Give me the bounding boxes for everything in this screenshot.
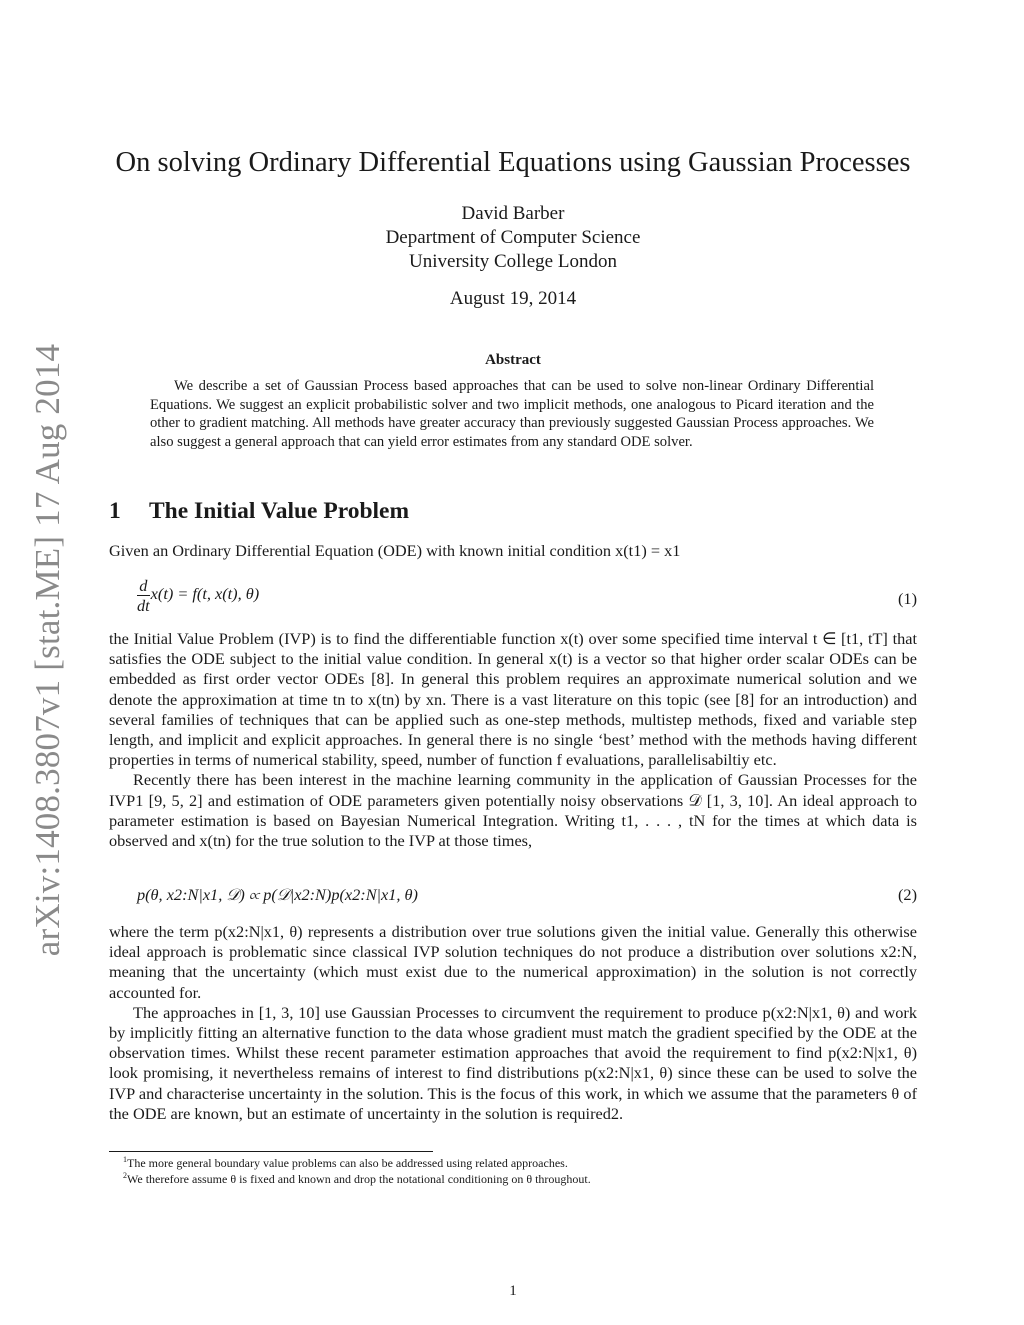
paper-title: On solving Ordinary Differential Equations using Gaussian Processes — [115, 147, 911, 178]
equation-1 — [109, 576, 917, 622]
author-block — [109, 202, 917, 274]
equation-2-number: (2) — [898, 885, 917, 904]
paragraph-1: the Initial Value Problem (IVP) is to find the differentiable function x(t) over some specified time interval t ∈ [t1, tT] that satisfies the ODE subject to the initial value condition. In general x(t) is a vector so that higher order scalar ODEs can be embedded as first order vector ODEs [8]. In general this problem requires an approximate numerical solution and we denote the approximation at time tn to x(tn) by xn. There is a vast literature on this topic (see [8] for an introduction) and several families of techniques that can be applied such as one-step methods, multistep methods, fixed and variable step length, and implicit and explicit approaches. In general there is no single ‘best’ method with the methods having different properties in terms of numerical stability, speed, number of function f evaluations, parallelisabiltiy etc. — [109, 629, 917, 770]
section-heading — [109, 498, 409, 525]
fraction-numerator: d — [137, 576, 150, 596]
body-block-1 — [109, 629, 917, 851]
paragraph-2: Recently there has been interest in the machine learning community in the application of Gaussian Processes for the IVP1 [9, 5, 2] and estimation of ODE parameters given potentially noisy observations 𝒟 [1, 3, 10]. An ideal approach to parameter estimation is based on Bayesian Numerical Integration. Writing t1, . . . , tN for the times at which data is observed and x(tn) for the true solution to the IVP at those times, — [109, 770, 917, 851]
paper-date: August 19, 2014 — [449, 288, 577, 309]
equation-1-number: (1) — [898, 589, 917, 608]
paragraph-4: The approaches in [1, 3, 10] use Gaussian Processes to circumvent the requirement to produce p(x2:N|x1, θ) and work by implicitly fitting an alternative function to the data whose gradient must match the gradient specified by the ODE at the observation times. Whilst these recent parameter estimation approaches that avoid the requirement to find p(x2:N|x1, θ) look promising, it nevertheless remains of interest to find distributions p(x2:N|x1, θ) since these can be used to solve the IVP and characterise uncertainty in the solution. This is the focus of this work, in which we assume that the parameters θ of the ODE are known, but an estimate of uncertainty in the solution is required2. — [109, 1002, 917, 1123]
author-name: David Barber — [461, 203, 565, 224]
footnote-1-text: The more general boundary value problems can also be addressed using related approaches. — [127, 1156, 568, 1170]
author-institution: University College London — [409, 251, 617, 272]
footnotes — [123, 1156, 913, 1187]
author-department: Department of Computer Science — [385, 227, 641, 248]
footnote-2-mark: 2 — [123, 1170, 127, 1180]
equation-2 — [109, 885, 917, 909]
page-number: 1 — [509, 1283, 517, 1299]
footnote-1-mark: 1 — [123, 1155, 127, 1164]
derivative-fraction — [137, 576, 150, 615]
abstract-text: We describe a set of Gaussian Process based approaches that can be used to solve non-linear Ordinary Differential Equations. We suggest an explicit probabilistic solver and two implicit methods, one analogous to Picard iteration and the other to gradient matching. All methods have greater accuracy than previously suggested Gaussian Process approaches. We also suggest a general approach that can yield error estimates from any standard ODE solver. — [150, 378, 874, 450]
abstract-heading: Abstract — [485, 352, 541, 368]
paragraph-3: where the term p(x2:N|x1, θ) represents a distribution over true solutions given the initial value. Generally this otherwise ideal approach is problematic since classical IVP solution techniques do not produce a distribution over solutions x2:N, meaning that the uncertainty (which must exist due to the numerical approximation) in the solution is not correctly accounted for. — [109, 922, 917, 1002]
section-number: 1 — [109, 498, 121, 524]
section-intro — [109, 541, 917, 561]
section-title: The Initial Value Problem — [149, 498, 410, 524]
footnote-2-text: We therefore assume θ is fixed and known and drop the notational conditioning on θ throughout. — [127, 1171, 591, 1186]
fraction-denominator: dt — [137, 596, 150, 615]
footnote-2 — [123, 1172, 913, 1188]
equation-1-formula — [137, 576, 259, 615]
footnote-divider — [109, 1151, 433, 1152]
equation-1-rhs: x(t) = f(t, x(t), θ) — [150, 584, 260, 604]
footnote-1 — [123, 1156, 913, 1172]
equation-2-formula: p(θ, x2:N|x1, 𝒟) ∝ p(𝒟|x2:N)p(x2:N|x1, θ) — [137, 885, 418, 904]
intro-text: Given an Ordinary Differential Equation (ODE) with known initial condition x(t1) = x1 — [109, 541, 681, 560]
arxiv-stamp: arXiv:1408.3807v1 [stat.ME] 17 Aug 2014 — [28, 343, 67, 957]
body-block-2 — [109, 922, 917, 1124]
